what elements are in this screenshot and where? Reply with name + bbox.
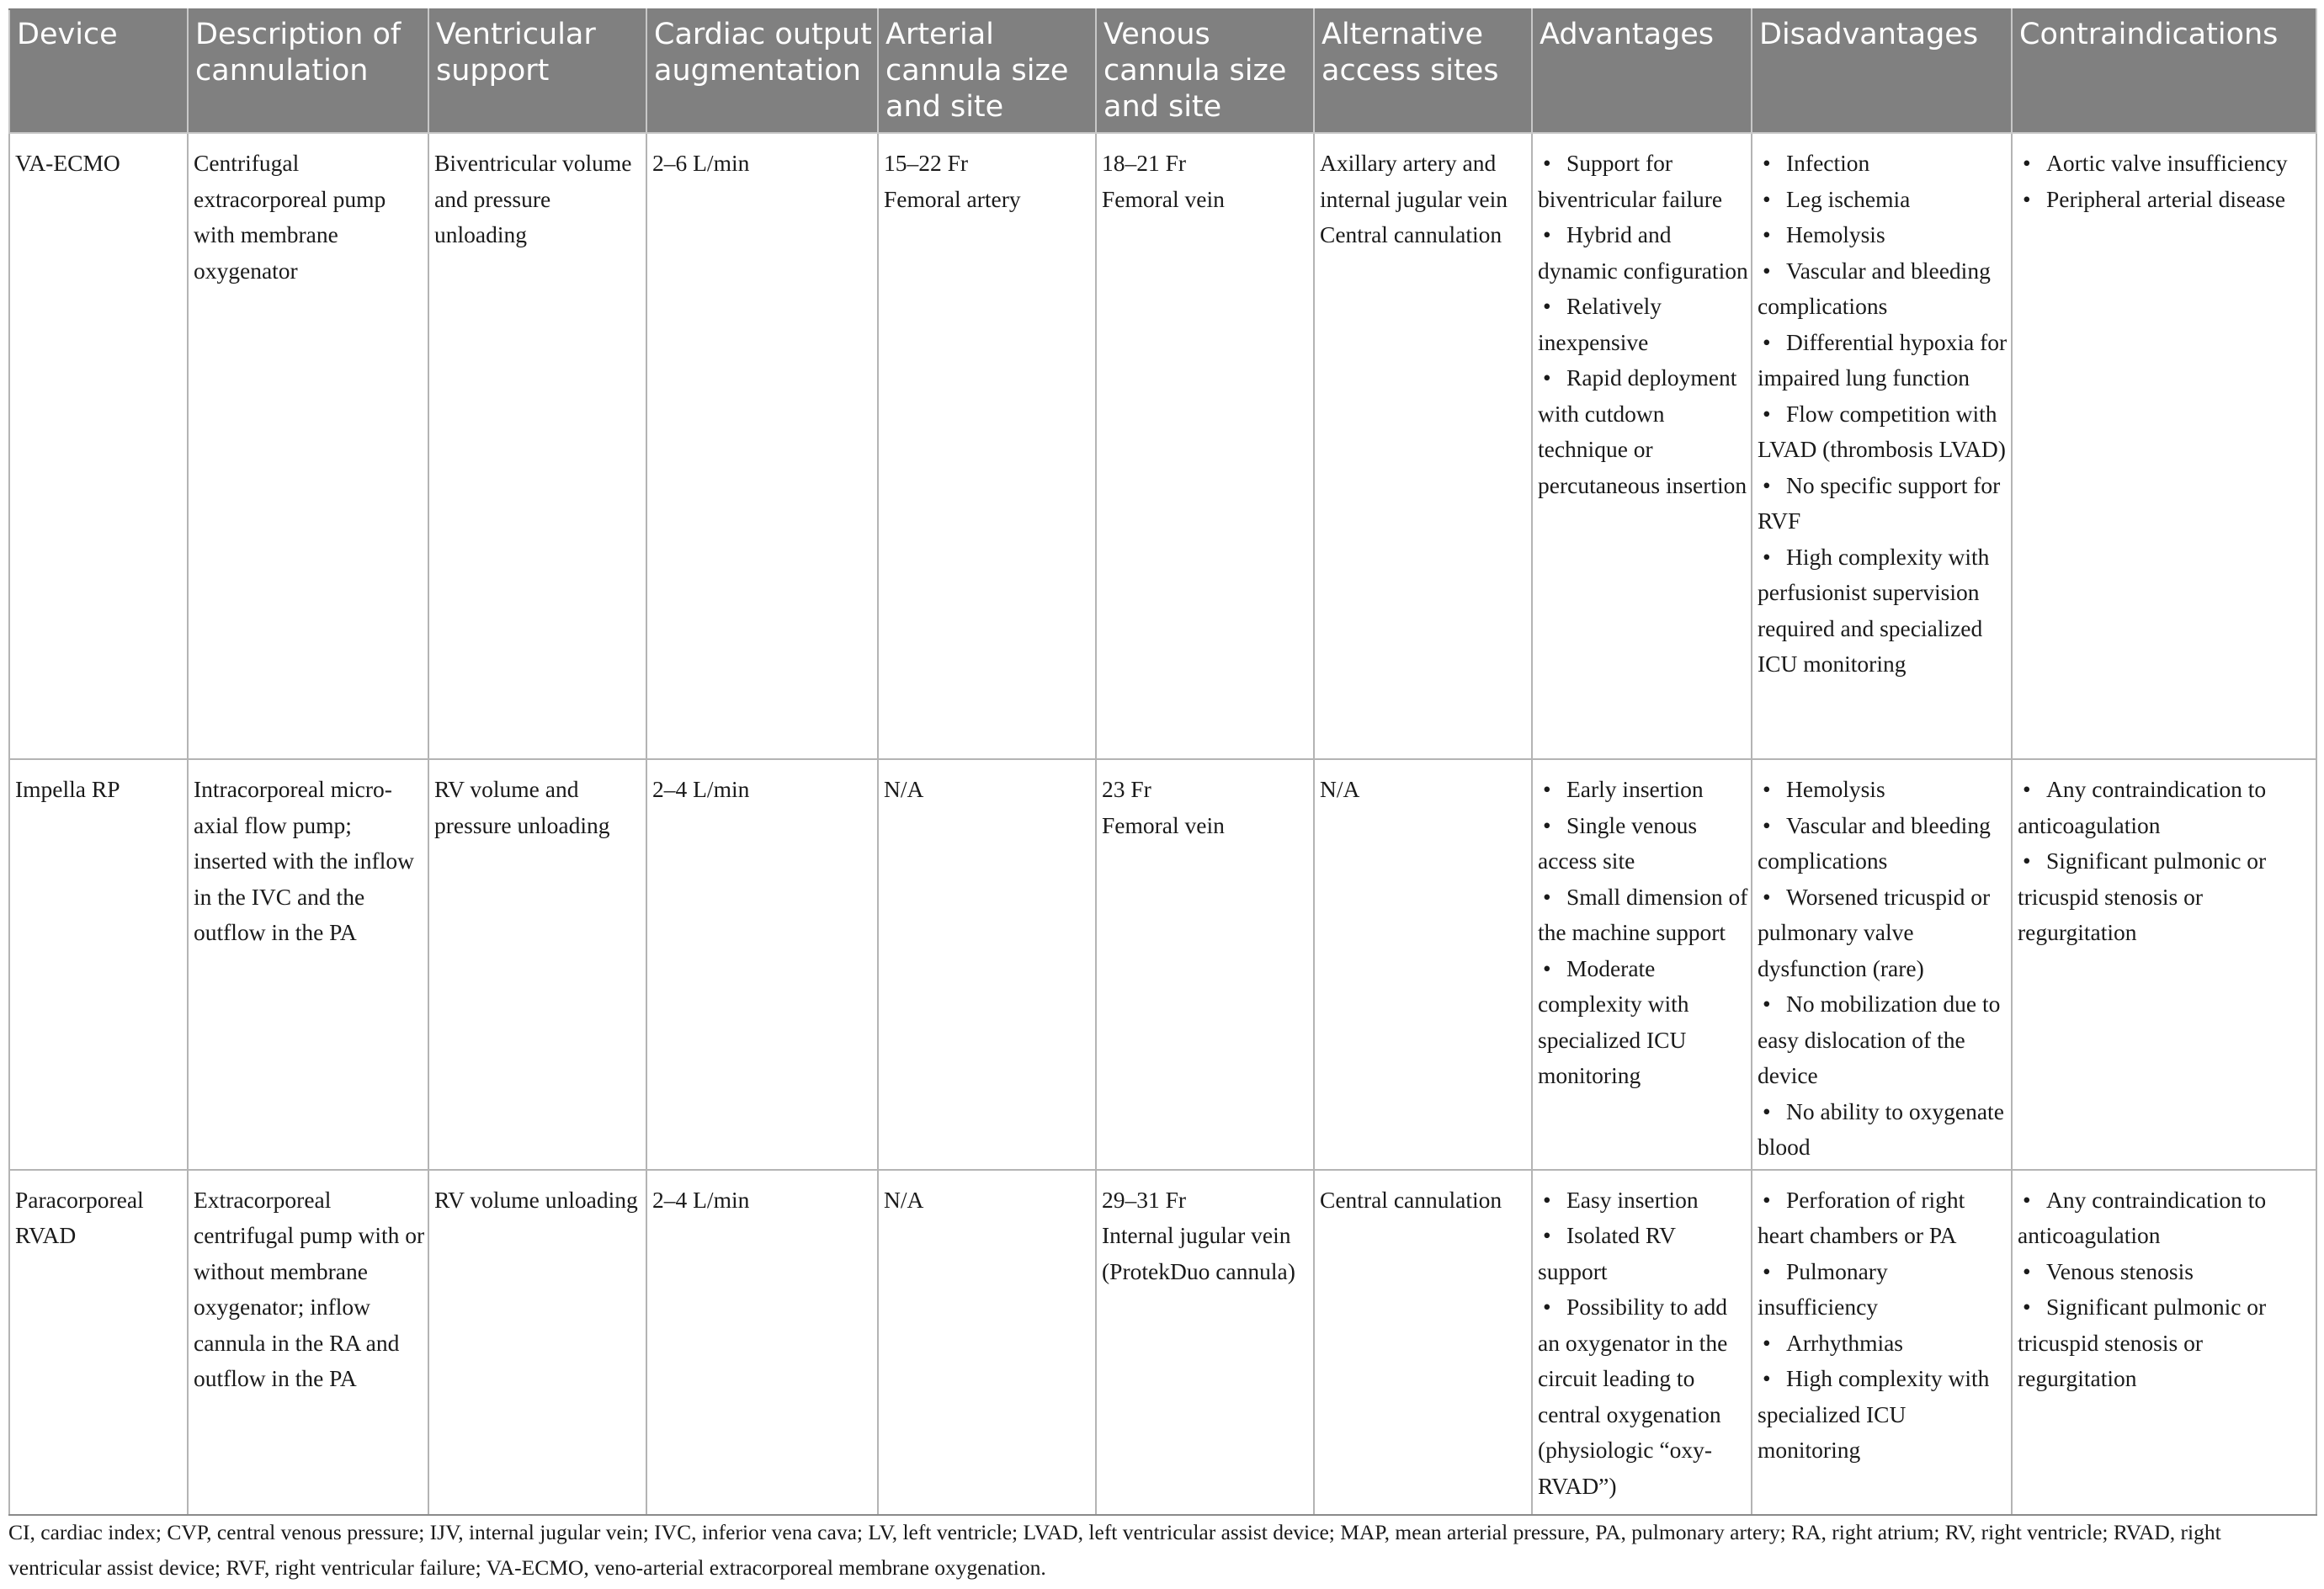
list-item [2018,772,2313,843]
cell-venous-cannula-line: Internal jugular vein (ProtekDuo cannula) [1102,1222,1295,1284]
bullet-icon: • [1543,364,1551,391]
device-comparison-table [8,8,2317,1516]
list-item-text: Single venous access site [1538,811,1698,874]
cell-disadvantages [1752,759,2012,1170]
list-item-text: Possibility to add an oxygenator in the circuit leading to central oxygenation (physiologic “oxy-RVAD”) [1538,1294,1728,1499]
list-item-text: No mobilization due to easy dislocation of the device [1758,991,2001,1088]
cell-alternative-access [1314,759,1532,1170]
cell-venous-cannula [1096,133,1314,759]
row-impella-rp [9,759,2316,1170]
list-item-text: Venous stenosis [2046,1257,2194,1284]
list-item-text: Pulmonary insufficiency [1758,1257,1888,1320]
cell-device: Impella RP [9,759,188,1170]
cell-contraindications [2012,133,2316,759]
cell-disadvantages-list [1758,146,2008,683]
list-item-text: Isolated RV support [1538,1222,1676,1284]
list-item-text: Worsened tricuspid or pulmonary valve dysfunction (rare) [1758,883,1991,981]
cell-advantages [1532,759,1752,1170]
cell-venous-cannula-line: 18–21 Fr [1102,150,1187,176]
list-item [1758,1361,2008,1469]
bullet-icon: • [1763,883,1771,910]
list-item [1538,1182,1748,1219]
bullet-icon: • [1763,471,1771,498]
cell-device: VA-ECMO [9,133,188,759]
list-item-text: No ability to oxygenate blood [1758,1097,2004,1160]
cell-ventricular-support: Biventricular volume and pressure unloading [428,133,646,759]
header-cardiac-output: Cardiac output augmentation [646,9,878,133]
list-item-text: Peripheral arterial disease [2046,185,2286,212]
bullet-icon: • [2023,1186,2031,1213]
list-item [2018,843,2313,951]
list-item-text: Aortic valve insufficiency [2046,150,2288,176]
cell-venous-cannula-line: 29–31 Fr [1102,1186,1187,1213]
list-item-text: Hemolysis [1786,776,1885,802]
cell-ventricular-support: RV volume and pressure unloading [428,759,646,1170]
header-device: Device [9,9,188,133]
list-item [1538,146,1748,217]
list-item [1538,289,1748,360]
cell-advantages-list [1538,772,1748,1094]
list-item [2018,1182,2313,1254]
bullet-icon: • [1763,257,1771,284]
cell-alternative-access [1314,1170,1532,1515]
list-item [1758,217,2008,253]
comparison-table-container [8,8,2316,1516]
list-item-text: Differential hypoxia for impaired lung function [1758,328,2008,391]
list-item-text: Significant pulmonic or tricuspid stenosis or regurgitation [2018,848,2267,945]
list-item [1538,1289,1748,1504]
list-item [1758,808,2008,880]
bullet-icon: • [1763,1365,1771,1391]
list-item [1758,182,2008,218]
bullet-icon: • [2023,776,2031,802]
cell-cardiac-output: 2–6 L/min [646,133,878,759]
bullet-icon: • [1543,293,1551,319]
list-item-text: High complexity with specialized ICU monitoring [1758,1365,1990,1463]
list-item [2018,1289,2313,1397]
list-item [1758,468,2008,539]
list-item [1538,951,1748,1094]
cell-advantages [1532,133,1752,759]
cell-venous-cannula-line: Femoral vein [1102,811,1225,838]
cell-contraindications-list [2018,146,2313,217]
cell-alternative-access-line: Axillary artery and internal jugular vein [1320,150,1508,212]
cell-arterial-cannula [878,133,1096,759]
cell-arterial-cannula-line: Femoral artery [884,185,1021,212]
bullet-icon: • [1763,400,1771,427]
cell-disadvantages-list [1758,772,2008,1166]
list-item-text: Easy insertion [1566,1186,1699,1213]
bullet-icon: • [2023,150,2031,176]
cell-arterial-cannula [878,1170,1096,1515]
cell-advantages-list [1538,1182,1748,1505]
list-item-text: Relatively inexpensive [1538,293,1662,355]
list-item-text: Arrhythmias [1786,1329,1904,1356]
cell-alternative-access-line: Central cannulation [1320,1186,1502,1213]
cell-alternative-access [1314,133,1532,759]
list-item [2018,182,2313,218]
cell-advantages [1532,1170,1752,1515]
list-item [1758,539,2008,683]
bullet-icon: • [1543,150,1551,176]
bullet-icon: • [1763,776,1771,802]
list-item [1758,1094,2008,1166]
list-item [1538,808,1748,880]
cell-description: Intracorporeal micro-axial flow pump; inserted with the inflow in the IVC and the outflow in the PA [188,759,428,1170]
row-paracorporeal-rvad [9,1170,2316,1515]
bullet-icon: • [2023,1257,2031,1284]
bullet-icon: • [2023,1294,2031,1320]
bullet-icon: • [1543,776,1551,802]
header-advantages: Advantages [1532,9,1752,133]
cell-venous-cannula-line: 23 Fr [1102,776,1151,802]
bullet-icon: • [1763,1329,1771,1356]
list-item-text: Perforation of right heart chambers or PA [1758,1186,1965,1248]
bullet-icon: • [1543,954,1551,981]
bullet-icon: • [1763,221,1771,247]
cell-disadvantages-list [1758,1182,2008,1469]
cell-disadvantages [1752,133,2012,759]
bullet-icon: • [2023,848,2031,874]
list-item [1758,253,2008,325]
header-alternative-access: Alternative access sites [1314,9,1532,133]
cell-contraindications [2012,1170,2316,1515]
bullet-icon: • [1543,883,1551,910]
list-item [1758,1182,2008,1254]
list-item [1538,880,1748,951]
header-arterial-cannula: Arterial cannula size and site [878,9,1096,133]
cell-advantages-list [1538,146,1748,503]
list-item-text: Significant pulmonic or tricuspid stenosis or regurgitation [2018,1294,2267,1391]
list-item-text: Hemolysis [1786,221,1885,247]
list-item-text: Any contraindication to anticoagulation [2018,776,2267,838]
bullet-icon: • [1543,1294,1551,1320]
list-item [2018,146,2313,182]
bullet-icon: • [1543,1186,1551,1213]
bullet-icon: • [2023,185,2031,212]
list-item-text: Vascular and bleeding complications [1758,811,1991,874]
cell-cardiac-output: 2–4 L/min [646,759,878,1170]
bullet-icon: • [1543,811,1551,838]
list-item-text: Any contraindication to anticoagulation [2018,1186,2267,1248]
list-item-text: Moderate complexity with specialized ICU monitoring [1538,954,1689,1088]
cell-arterial-cannula-line: 15–22 Fr [884,150,969,176]
list-item-text: Rapid deployment with cutdown technique or percutaneous insertion [1538,364,1747,498]
bullet-icon: • [1763,811,1771,838]
list-item [1758,396,2008,468]
cell-contraindications [2012,759,2316,1170]
cell-ventricular-support: RV volume unloading [428,1170,646,1515]
header-disadvantages: Disadvantages [1752,9,2012,133]
list-item [1538,772,1748,808]
list-item-text: Early insertion [1566,776,1704,802]
list-item-text: High complexity with perfusionist supervision required and specialized ICU monitoring [1758,543,1990,677]
list-item [1758,1254,2008,1326]
cell-description: Centrifugal extracorporeal pump with membrane oxygenator [188,133,428,759]
bullet-icon: • [1763,150,1771,176]
list-item [1758,325,2008,396]
header-ventricular-support: Ventricular support [428,9,646,133]
bullet-icon: • [1763,1257,1771,1284]
list-item [1758,986,2008,1094]
list-item-text: Hybrid and dynamic configuration [1538,221,1748,284]
cell-venous-cannula [1096,1170,1314,1515]
list-item-text: Support for biventricular failure [1538,150,1723,212]
cell-alternative-access-line: Central cannulation [1320,221,1502,247]
list-item-text: Infection [1786,150,1870,176]
table-body [9,133,2316,1515]
cell-arterial-cannula-line: N/A [884,1186,924,1213]
cell-venous-cannula [1096,759,1314,1170]
list-item [1758,1326,2008,1362]
bullet-icon: • [1763,185,1771,212]
cell-alternative-access-line: N/A [1320,776,1360,802]
bullet-icon: • [1543,221,1551,247]
bullet-icon: • [1763,543,1771,570]
list-item [1758,772,2008,808]
bullet-icon: • [1763,1186,1771,1213]
cell-device: Paracorporeal RVAD [9,1170,188,1515]
list-item-text: Small dimension of the machine support [1538,883,1748,945]
list-item [1538,360,1748,503]
cell-venous-cannula-line: Femoral vein [1102,185,1225,212]
cell-arterial-cannula [878,759,1096,1170]
list-item-text: Flow competition with LVAD (thrombosis LVAD) [1758,400,2006,462]
header-row [9,9,2316,133]
list-item-text: No specific support for RVF [1758,471,2001,534]
cell-arterial-cannula-line: N/A [884,776,924,802]
list-item [2018,1254,2313,1290]
cell-contraindications-list [2018,1182,2313,1397]
header-contraindications: Contraindications [2012,9,2316,133]
bullet-icon: • [1763,991,1771,1017]
list-item [1758,146,2008,182]
bullet-icon: • [1763,328,1771,355]
bullet-icon: • [1763,1097,1771,1124]
list-item-text: Vascular and bleeding complications [1758,257,1991,319]
cell-cardiac-output: 2–4 L/min [646,1170,878,1515]
list-item [1538,1218,1748,1289]
list-item-text: Leg ischemia [1786,185,1911,212]
row-va-ecmo [9,133,2316,759]
bullet-icon: • [1543,1222,1551,1248]
table-footnote: CI, cardiac index; CVP, central venous pressure; IJV, internal jugular vein; IVC, inferior vena cava; LV, left ventricle; LVAD, left ventricular assist device; MAP, mean arterial pressure, PA, pulmonary artery; RA, right atrium; RV, right ventricle; RVAD, right ventricular assist device; RVF, right ventricular failure; VA-ECMO, veno-arterial extracorporeal membrane oxygenation. [8,1520,2221,1580]
list-item [1538,217,1748,289]
header-description: Description of cannulation [188,9,428,133]
header-venous-cannula: Venous cannula size and site [1096,9,1314,133]
list-item [1758,880,2008,987]
cell-description: Extracorporeal centrifugal pump with or without membrane oxygenator; inflow cannula in the RA and outflow in the PA [188,1170,428,1515]
cell-disadvantages [1752,1170,2012,1515]
cell-contraindications-list [2018,772,2313,951]
